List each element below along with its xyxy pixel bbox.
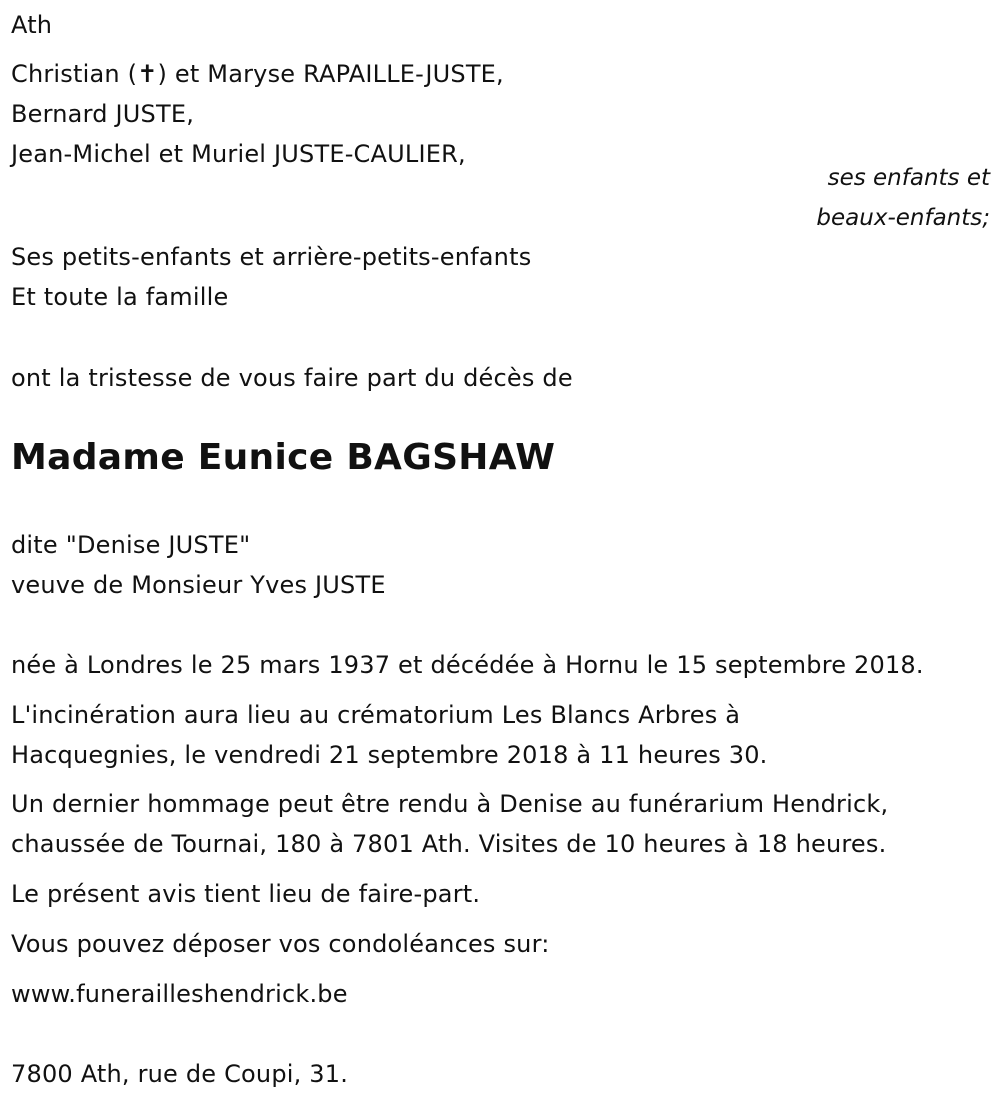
relatives-line-2: Et toute la famille: [11, 283, 229, 311]
notice-text: Le présent avis tient lieu de faire-part.: [11, 880, 481, 908]
family-line-3: Jean-Michel et Muriel JUSTE-CAULIER,: [11, 140, 466, 168]
relatives-line-1: Ses petits-enfants et arrière-petits-enfants: [11, 243, 532, 271]
deceased-name: Madame Eunice BAGSHAW: [11, 437, 556, 478]
tribute-line-2: chaussée de Tournai, 180 à 7801 Ath. Visites de 10 heures à 18 heures.: [11, 830, 887, 858]
cremation-line-1: L'incinération aura lieu au crématorium Les Blancs Arbres à: [11, 701, 741, 729]
location-heading: Ath: [11, 11, 53, 39]
relation-line-1: ses enfants et: [827, 165, 990, 191]
deceased-alias: dite "Denise JUSTE": [11, 531, 251, 559]
tribute-line-1: Un dernier hommage peut être rendu à Denise au funérarium Hendrick,: [11, 790, 889, 818]
cremation-line-2: Hacquegnies, le vendredi 21 septembre 2018 à 11 heures 30.: [11, 741, 768, 769]
website-link[interactable]: www.funerailleshendrick.be: [11, 980, 348, 1008]
family-line-2: Bernard JUSTE,: [11, 100, 195, 128]
address-text: 7800 Ath, rue de Coupi, 31.: [11, 1060, 349, 1088]
relation-line-2: beaux-enfants;: [816, 205, 990, 231]
announcement-text: ont la tristesse de vous faire part du décès de: [11, 364, 573, 392]
family-line-1: Christian (✝) et Maryse RAPAILLE-JUSTE,: [11, 60, 504, 88]
birth-death-info: née à Londres le 25 mars 1937 et décédée à Hornu le 15 septembre 2018.: [11, 651, 924, 679]
deceased-spouse: veuve de Monsieur Yves JUSTE: [11, 571, 386, 599]
condolences-text: Vous pouvez déposer vos condoléances sur:: [11, 930, 550, 958]
